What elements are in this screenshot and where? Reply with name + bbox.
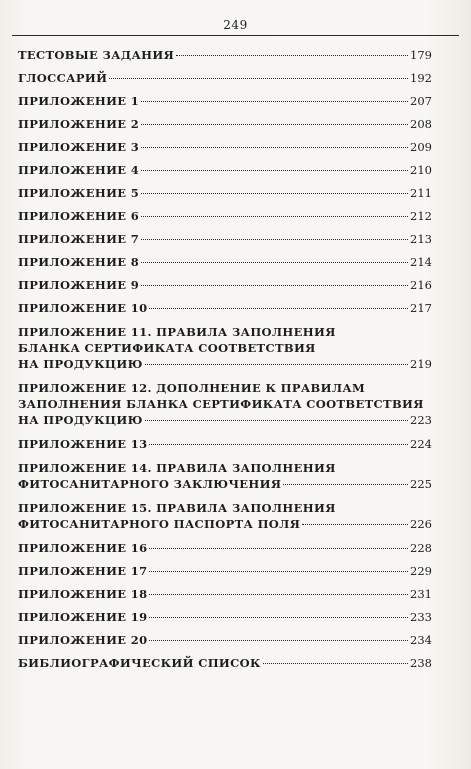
toc-entry — [18, 277, 432, 293]
toc-entry-row — [18, 356, 432, 372]
header-rule — [12, 35, 459, 36]
page-number: 249 — [223, 18, 248, 32]
toc-entry-row — [18, 586, 432, 602]
toc-entry-row — [18, 540, 432, 556]
toc-entry-row — [18, 162, 432, 178]
toc-entry-page-number: 208 — [410, 117, 432, 131]
toc-entry-page-number: 219 — [410, 357, 432, 371]
dot-leader — [141, 124, 408, 125]
toc-entry-page-number: 238 — [410, 656, 432, 670]
toc-entry — [18, 70, 432, 86]
toc-entry-title-line: ПРИЛОЖЕНИЕ 10 — [18, 301, 148, 315]
toc-entry-page-number: 223 — [410, 413, 432, 427]
toc-entry-page-number: 231 — [410, 587, 432, 601]
toc-entry-page-number: 210 — [410, 163, 432, 177]
toc-entry-row — [18, 476, 432, 492]
toc-entry-page-number: 192 — [410, 71, 432, 85]
toc-entry — [18, 208, 432, 224]
toc-entry-title-line: ПРИЛОЖЕНИЕ 15. ПРАВИЛА ЗАПОЛНЕНИЯ — [18, 501, 336, 515]
toc-entry-row — [18, 208, 432, 224]
toc-entry-page-number: 213 — [410, 232, 432, 246]
toc-entry-row — [18, 609, 432, 625]
toc-entry — [18, 300, 432, 316]
toc-entry-title-line: ПРИЛОЖЕНИЕ 13 — [18, 437, 148, 451]
toc-entry-row — [18, 436, 432, 452]
toc-entry — [18, 655, 432, 671]
dot-leader — [149, 594, 408, 595]
dot-leader — [283, 484, 408, 485]
toc-entry-title-line: ПРИЛОЖЕНИЕ 2 — [18, 117, 140, 131]
toc-entry-title-line: ТЕСТОВЫЕ ЗАДАНИЯ — [18, 48, 175, 62]
toc-entry-title-line: ПРИЛОЖЕНИЕ 19 — [18, 610, 148, 624]
toc-entry-title-line: ПРИЛОЖЕНИЕ 8 — [18, 255, 140, 269]
toc-entry-row — [18, 47, 432, 63]
dot-leader — [109, 78, 408, 79]
toc-entry-title-line: ПРИЛОЖЕНИЕ 16 — [18, 541, 148, 555]
dot-leader — [263, 663, 408, 664]
toc-entry-row — [18, 93, 432, 109]
dot-leader — [149, 308, 408, 309]
toc-entry — [18, 139, 432, 155]
toc-entry-title-line: ПРИЛОЖЕНИЕ 18 — [18, 587, 148, 601]
toc-entry-title-line: БИБЛИОГРАФИЧЕСКИЙ СПИСОК — [18, 656, 261, 670]
toc-entry-page-number: 216 — [410, 278, 432, 292]
toc-entry-page-number: 228 — [410, 541, 432, 555]
toc-entry — [18, 47, 432, 63]
toc-entry-page-number: 209 — [410, 140, 432, 154]
toc-entry-page-number: 179 — [410, 48, 432, 62]
toc-entry-row — [18, 516, 432, 532]
toc-entry — [18, 609, 432, 625]
toc-entry-title-line: ФИТОСАНИТАРНОГО ПАСПОРТА ПОЛЯ — [18, 517, 301, 531]
toc-entry-title-line: ПРИЛОЖЕНИЕ 17 — [18, 564, 148, 578]
toc-entry-row — [18, 300, 432, 316]
toc-entry-title-line: НА ПРОДУКЦИЮ — [18, 413, 143, 427]
dot-leader — [149, 571, 408, 572]
toc-entry-row — [18, 655, 432, 671]
toc-entry-row — [18, 277, 432, 293]
toc-entry-title-line: ГЛОССАРИЙ — [18, 71, 108, 85]
toc-entry — [18, 162, 432, 178]
toc-entry-row — [18, 116, 432, 132]
toc-entry-page-number: 233 — [410, 610, 432, 624]
toc-entry-title-line: ПРИЛОЖЕНИЕ 3 — [18, 140, 140, 154]
toc-entry — [18, 116, 432, 132]
toc-entry-row — [18, 70, 432, 86]
toc-entry-title-line: ЗАПОЛНЕНИЯ БЛАНКА СЕРТИФИКАТА СООТВЕТСТВИЯ — [18, 397, 424, 411]
toc-entry — [18, 254, 432, 270]
toc-entry-title-line: ПРИЛОЖЕНИЕ 6 — [18, 209, 140, 223]
toc-entry-page-number: 224 — [410, 437, 432, 451]
dot-leader — [141, 193, 408, 194]
toc-entry-row — [18, 231, 432, 247]
toc-entry — [18, 540, 432, 556]
dot-leader — [141, 216, 408, 217]
toc-entry-page-number: 211 — [410, 186, 432, 200]
toc-entry-page-number: 214 — [410, 255, 432, 269]
dot-leader — [149, 548, 408, 549]
toc-entry-title-line: ПРИЛОЖЕНИЕ 12. ДОПОЛНЕНИЕ К ПРАВИЛАМ — [18, 381, 366, 395]
toc-entry-title-line: БЛАНКА СЕРТИФИКАТА СООТВЕТСТВИЯ — [18, 341, 316, 355]
toc-entry-page-number: 217 — [410, 301, 432, 315]
dot-leader — [141, 285, 408, 286]
dot-leader — [141, 239, 408, 240]
toc-entry — [18, 460, 432, 492]
dot-leader — [141, 262, 408, 263]
toc-entry-title-line: ПРИЛОЖЕНИЕ 14. ПРАВИЛА ЗАПОЛНЕНИЯ — [18, 461, 336, 475]
toc-entry-title-line: ПРИЛОЖЕНИЕ 4 — [18, 163, 140, 177]
dot-leader — [149, 617, 408, 618]
toc-entry-title-line: ПРИЛОЖЕНИЕ 7 — [18, 232, 140, 246]
dot-leader — [141, 101, 408, 102]
toc-entry-title-line: ФИТОСАНИТАРНОГО ЗАКЛЮЧЕНИЯ — [18, 477, 282, 491]
toc-entry — [18, 563, 432, 579]
dot-leader — [176, 55, 408, 56]
dot-leader — [149, 444, 408, 445]
toc-entry-row — [18, 254, 432, 270]
toc-entry — [18, 380, 432, 428]
toc-entry — [18, 632, 432, 648]
dot-leader — [141, 170, 408, 171]
toc-entry-row — [18, 563, 432, 579]
dot-leader — [145, 364, 408, 365]
toc-entry — [18, 93, 432, 109]
toc-entry-title-line: ПРИЛОЖЕНИЕ 11. ПРАВИЛА ЗАПОЛНЕНИЯ — [18, 325, 336, 339]
toc-entry-row — [18, 412, 432, 428]
toc-entry-page-number: 207 — [410, 94, 432, 108]
toc-entry-page-number: 234 — [410, 633, 432, 647]
toc-entry-page-number: 212 — [410, 209, 432, 223]
toc-entry — [18, 185, 432, 201]
table-of-contents — [18, 47, 432, 671]
toc-entry — [18, 436, 432, 452]
toc-entry — [18, 586, 432, 602]
toc-entry-page-number: 225 — [410, 477, 432, 491]
toc-entry-page-number: 226 — [410, 517, 432, 531]
toc-entry-title-line: ПРИЛОЖЕНИЕ 9 — [18, 278, 140, 292]
dot-leader — [141, 147, 408, 148]
dot-leader — [149, 640, 408, 641]
dot-leader — [302, 524, 408, 525]
toc-entry-row — [18, 632, 432, 648]
toc-entry-row — [18, 185, 432, 201]
toc-entry-title-line: ПРИЛОЖЕНИЕ 5 — [18, 186, 140, 200]
toc-entry-title-line: НА ПРОДУКЦИЮ — [18, 357, 143, 371]
toc-entry — [18, 324, 432, 372]
toc-entry — [18, 231, 432, 247]
toc-entry-title-line: ПРИЛОЖЕНИЕ 1 — [18, 94, 140, 108]
dot-leader — [145, 420, 408, 421]
toc-entry-row — [18, 139, 432, 155]
toc-entry — [18, 500, 432, 532]
toc-entry-title-line: ПРИЛОЖЕНИЕ 20 — [18, 633, 148, 647]
toc-entry-page-number: 229 — [410, 564, 432, 578]
